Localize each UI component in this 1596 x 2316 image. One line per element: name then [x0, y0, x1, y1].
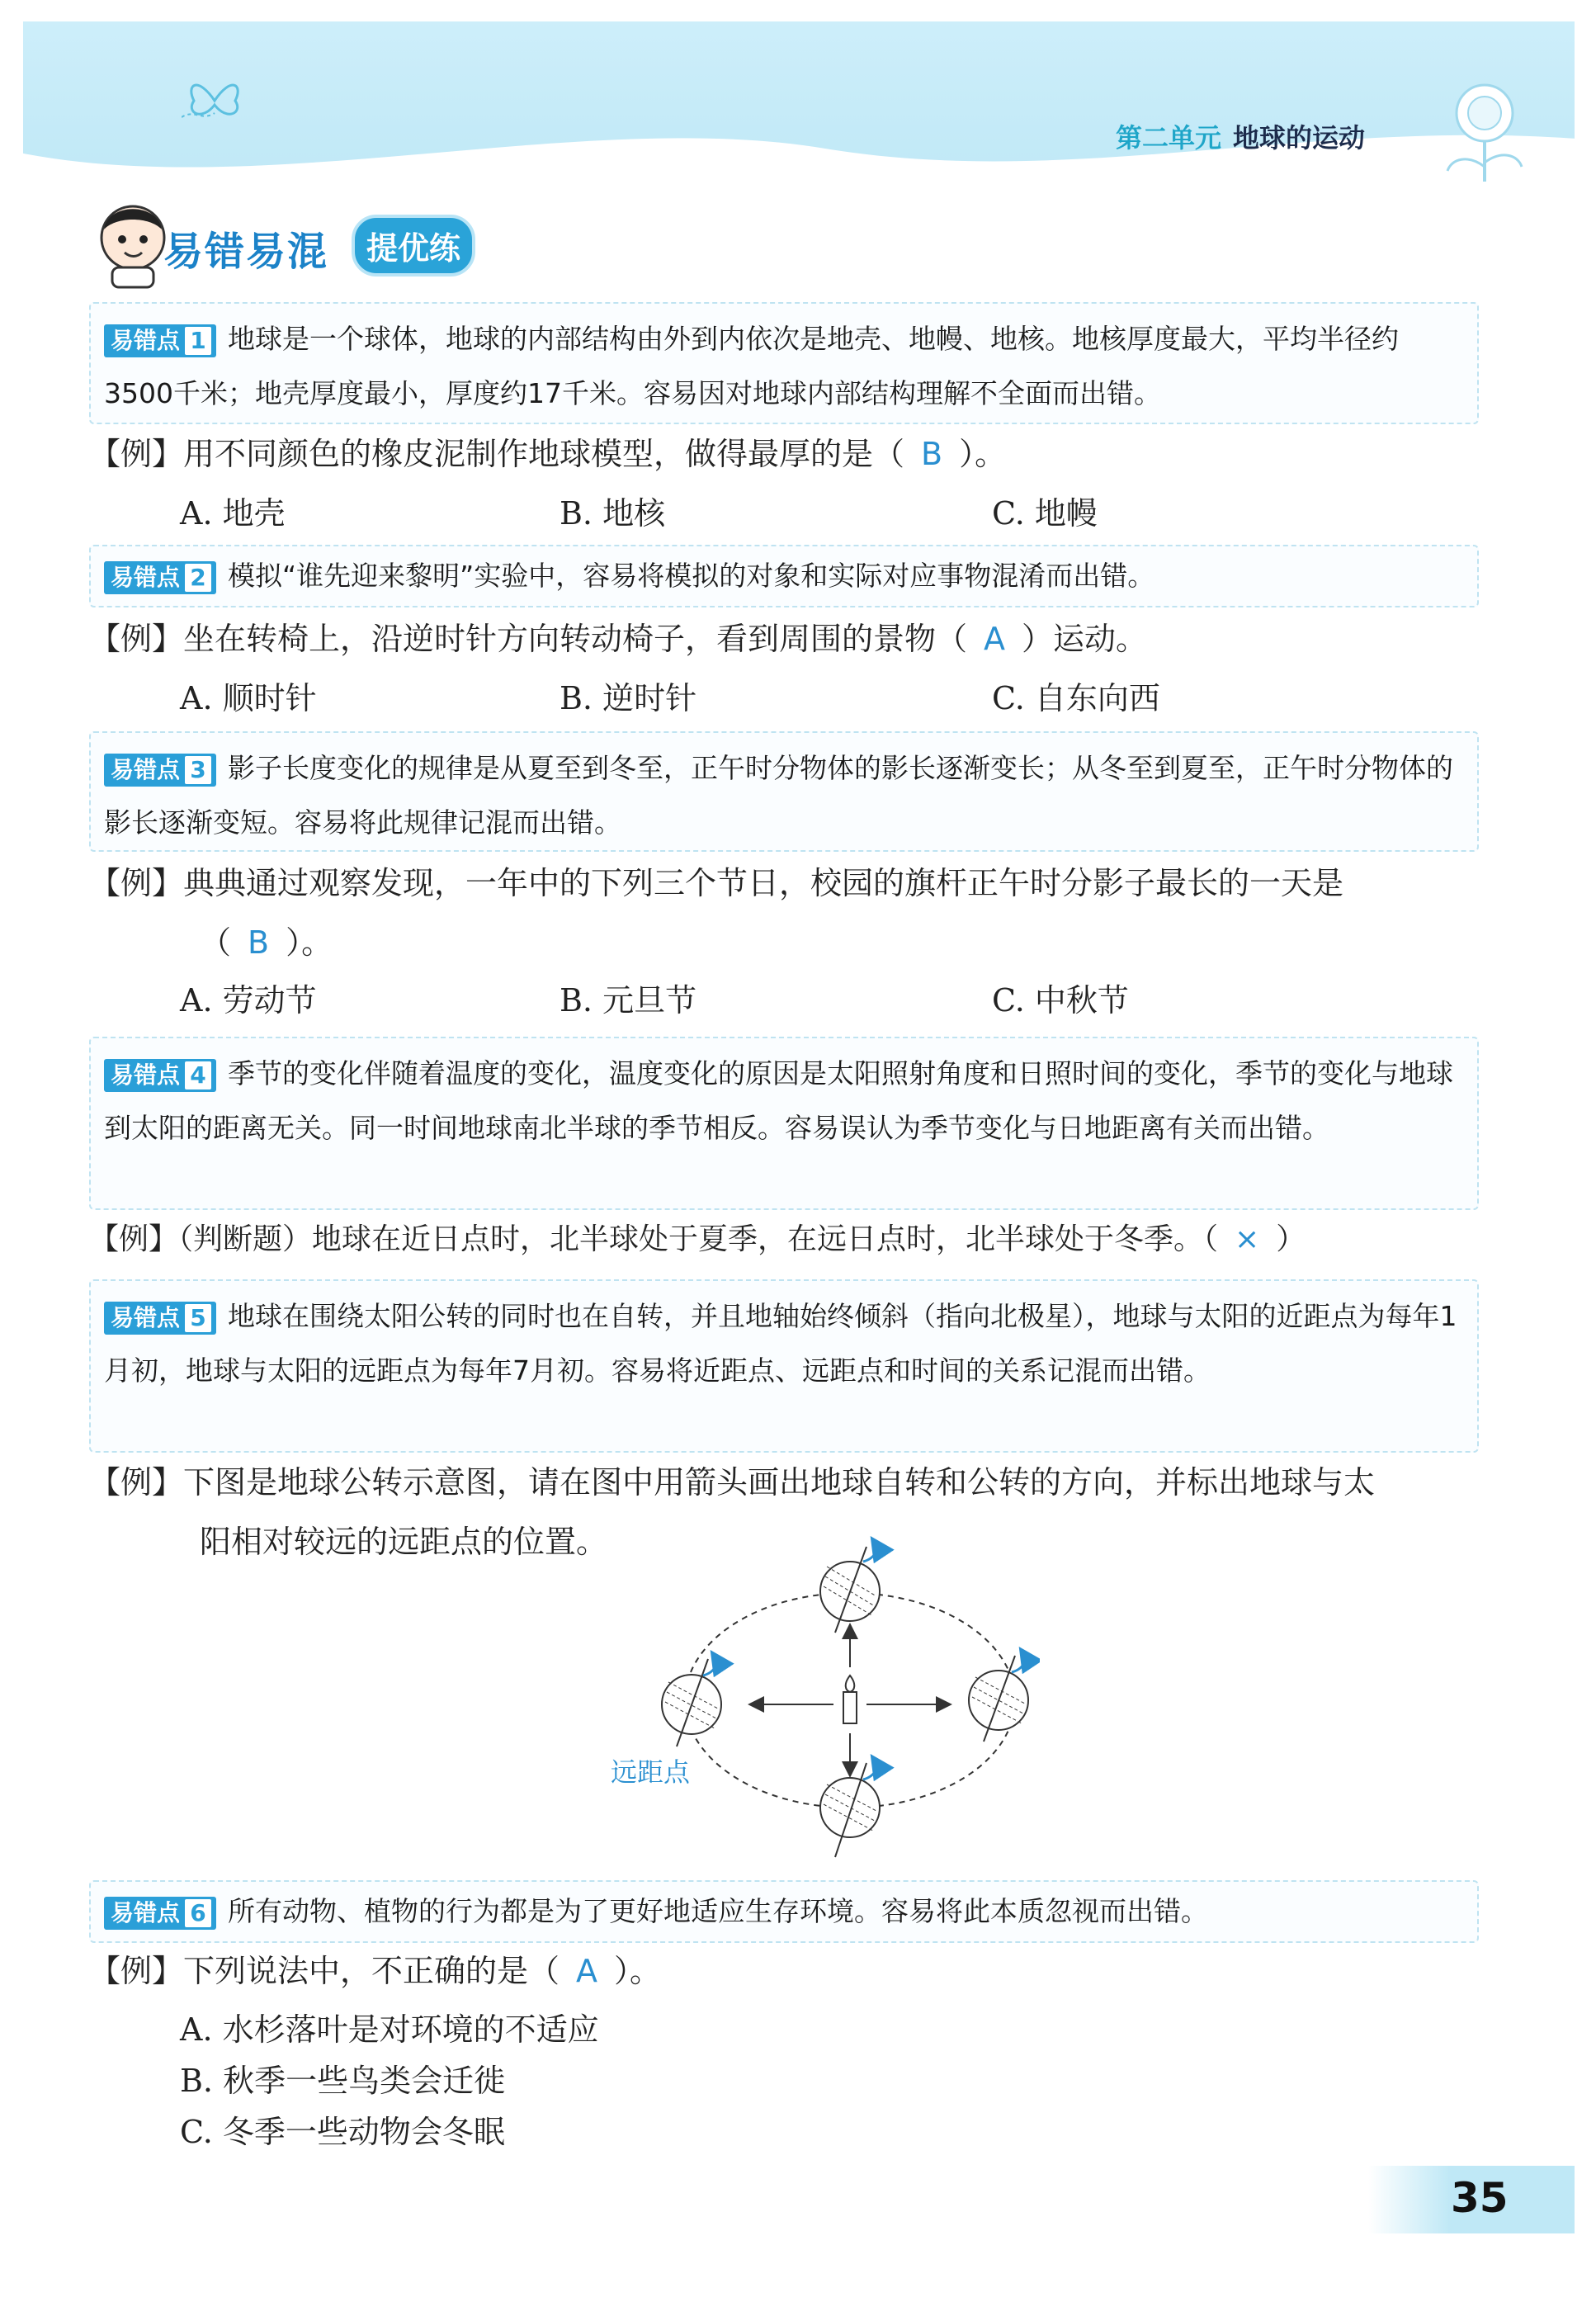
butterfly-icon — [182, 76, 248, 125]
header-topic: 地球的运动 — [1232, 122, 1365, 154]
error-point-5 — [89, 1279, 1479, 1453]
earth-right-icon — [969, 1651, 1028, 1742]
header-title — [1116, 117, 1365, 155]
earth-top-icon — [820, 1540, 880, 1633]
error-point-tag: 易错点 6 — [104, 1897, 216, 1930]
candle-icon — [843, 1676, 857, 1723]
example-2: 【例】坐在转椅上，沿逆时针方向转动椅子，看到周围的景物（ A ）运动。 — [89, 621, 1148, 657]
option-a: A. 水杉落叶是对环境的不适应 — [180, 2011, 599, 2048]
option-b: B. 逆时针 — [560, 680, 697, 716]
error-point-text: 地球在围绕太阳公转的同时也在自转，并且地轴始终倾斜（指向北极星），地球与太阳的近距点为每年1月初，地球与太阳的远距点为每年7月初。容易将近距点、远距点和时间的关系记混而出错。 — [104, 1300, 1457, 1387]
error-point-tag: 易错点 5 — [104, 1302, 216, 1335]
earth-revolution-diagram — [611, 1535, 1040, 1865]
example-1-options — [180, 484, 1467, 543]
header-unit: 第二单元 — [1115, 122, 1221, 154]
page-number: 35 — [1451, 2174, 1509, 2222]
error-point-text: 季节的变化伴随着温度的变化，温度变化的原因是太阳照射角度和日照时间的变化，季节的变化与地球到太阳的距离无关。同一时间地球南北半球的季节相反。容易误认为季节变化与日地距离有关而出错。 — [104, 1057, 1454, 1144]
option-b: B. 地核 — [560, 495, 666, 532]
page-number-badge — [1368, 2166, 1575, 2233]
error-point-6 — [89, 1880, 1479, 1943]
example-3-options — [180, 971, 1467, 1030]
answer-text: B — [921, 436, 943, 472]
error-point-text: 模拟“谁先迎来黎明”实验中，容易将模拟的对象和实际对应事物混淆而出错。 — [228, 560, 1155, 592]
error-point-4 — [89, 1037, 1479, 1210]
earth-left-icon — [662, 1654, 721, 1746]
section-title — [87, 198, 517, 289]
option-c: C. 自东向西 — [992, 680, 1160, 716]
example-6-options — [180, 2004, 599, 2158]
error-point-tag: 易错点 1 — [104, 324, 216, 357]
sunflower-icon — [1423, 76, 1546, 183]
option-a: A. 顺时针 — [180, 680, 317, 716]
answer-text: × — [1235, 1222, 1260, 1256]
option-c: C. 冬季一些动物会冬眠 — [180, 2114, 505, 2150]
example-6: 【例】下列说法中，不正确的是（ A ）。 — [89, 1953, 662, 1989]
section-title-text: 易错易混 — [163, 229, 329, 275]
example-3: 【例】典典通过观察发现，一年中的下列三个节日，校园的旗杆正午时分影子最长的一天是 （ B ）。 — [89, 865, 1344, 961]
option-c: C. 地幔 — [992, 495, 1098, 532]
example-1: 【例】用不同颜色的橡皮泥制作地球模型，做得最厚的是（ B ）。 — [89, 436, 1007, 472]
error-point-text: 影子长度变化的规律是从夏至到冬至，正午时分物体的影长逐渐变长；从冬至到夏至，正午时分物体的影长逐渐变短。容易将此规律记混而出错。 — [104, 752, 1454, 839]
option-c: C. 中秋节 — [992, 982, 1129, 1019]
error-point-2 — [89, 545, 1479, 607]
error-point-3 — [89, 731, 1479, 852]
error-point-text: 所有动物、植物的行为都是为了更好地适应生存环境。容易将此本质忽视而出错。 — [228, 1895, 1209, 1927]
error-point-tag: 易错点 2 — [104, 561, 216, 594]
error-point-text: 地球是一个球体，地球的内部结构由外到内依次是地壳、地幔、地核。地核厚度最大，平均半径约3500千米；地壳厚度最小，厚度约17千米。容易因对地球内部结构理解不全面而出错。 — [104, 323, 1400, 409]
far-point-label: 远距点 — [611, 1756, 691, 1788]
error-point-tag: 易错点 4 — [104, 1059, 216, 1092]
option-b: B. 秋季一些鸟类会迁徙 — [180, 2063, 506, 2099]
error-point-1 — [89, 302, 1479, 424]
option-b: B. 元旦节 — [560, 982, 697, 1019]
answer-text: A — [984, 621, 1006, 657]
answer-text: A — [576, 1953, 598, 1989]
example-4: 【例】（判断题）地球在近日点时，北半球处于夏季，在远日点时，北半球处于冬季。（ × ） — [89, 1222, 1306, 1256]
example-2-options — [180, 669, 1467, 728]
answer-text: B — [248, 924, 270, 961]
error-point-tag: 易错点 3 — [104, 754, 216, 787]
option-a: A. 劳动节 — [180, 982, 317, 1019]
section-title-badge: 提优练 — [352, 215, 475, 277]
option-a: A. 地壳 — [180, 495, 286, 532]
example-5: 【例】下图是地球公转示意图，请在图中用箭头画出地球自转和公转的方向，并标出地球与太 阳相对较远的远距点的位置。 — [89, 1464, 1376, 1560]
